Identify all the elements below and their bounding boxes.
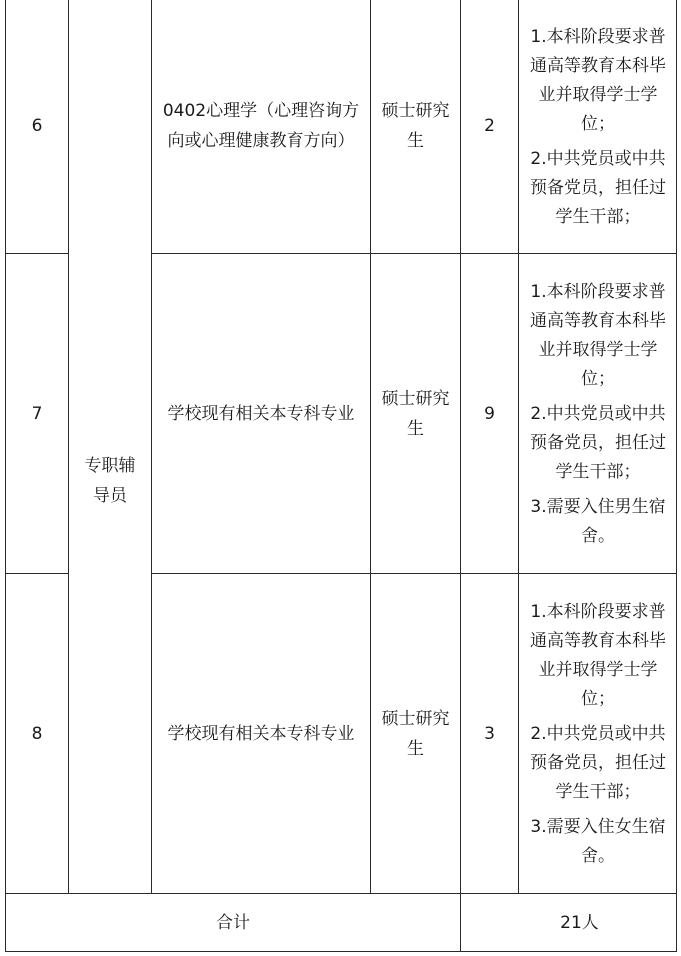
requirement-item: 3.需要入住男生宿舍。 [530, 497, 666, 546]
requirement-item: 3.需要入住女生宿舍。 [530, 817, 666, 866]
requirement-item: 2.中共党员或中共预备党员，担任过学生干部； [530, 724, 666, 802]
total-label: 合计 [216, 912, 250, 933]
recruitment-table [5, 0, 677, 952]
count-cell [461, 0, 519, 254]
requirement-item: 1.本科阶段要求普通高等教育本科毕业并取得学士学位； [530, 602, 666, 709]
total-value-cell [461, 894, 677, 952]
major-cell [152, 574, 371, 894]
education-cell [371, 0, 461, 254]
row-index: 7 [31, 403, 43, 424]
requirement-item: 2.中共党员或中共预备党员，担任过学生干部； [530, 404, 666, 482]
row-index: 8 [31, 723, 43, 744]
major-text: 学校现有相关本专科专业 [167, 723, 355, 744]
major-cell [152, 254, 371, 574]
total-row [6, 894, 677, 952]
requirement-item: 1.本科阶段要求普通高等教育本科毕业并取得学士学位； [530, 26, 666, 134]
major-text: 学校现有相关本专科专业 [167, 403, 355, 424]
requirement-item: 1.本科阶段要求普通高等教育本科毕业并取得学士学位； [530, 282, 666, 389]
row-index: 6 [31, 116, 43, 136]
education-text: 硕士研究生 [381, 388, 450, 439]
requirements-cell [519, 0, 677, 254]
row-index-cell [6, 574, 69, 894]
total-label-cell [6, 894, 461, 952]
count-cell [461, 254, 519, 574]
requirements-cell [519, 574, 677, 894]
requirements-cell [519, 254, 677, 574]
position-cell [69, 0, 152, 894]
table-row [6, 0, 677, 254]
requirement-item: 2.中共党员或中共预备党员，担任过学生干部； [530, 148, 666, 227]
position-name: 专职辅导员 [84, 456, 136, 506]
row-index-cell [6, 254, 69, 574]
total-value: 21人 [560, 912, 599, 933]
education-text: 硕士研究生 [381, 708, 450, 759]
education-cell [371, 574, 461, 894]
count-text: 3 [484, 723, 495, 744]
major-text: 0402心理学（心理咨询方向或心理健康教育方向） [162, 101, 360, 151]
row-index-cell [6, 0, 69, 254]
count-cell [461, 574, 519, 894]
major-cell [152, 0, 371, 254]
count-text: 2 [484, 116, 495, 136]
education-cell [371, 254, 461, 574]
count-text: 9 [484, 403, 495, 424]
education-text: 硕士研究生 [381, 101, 450, 151]
